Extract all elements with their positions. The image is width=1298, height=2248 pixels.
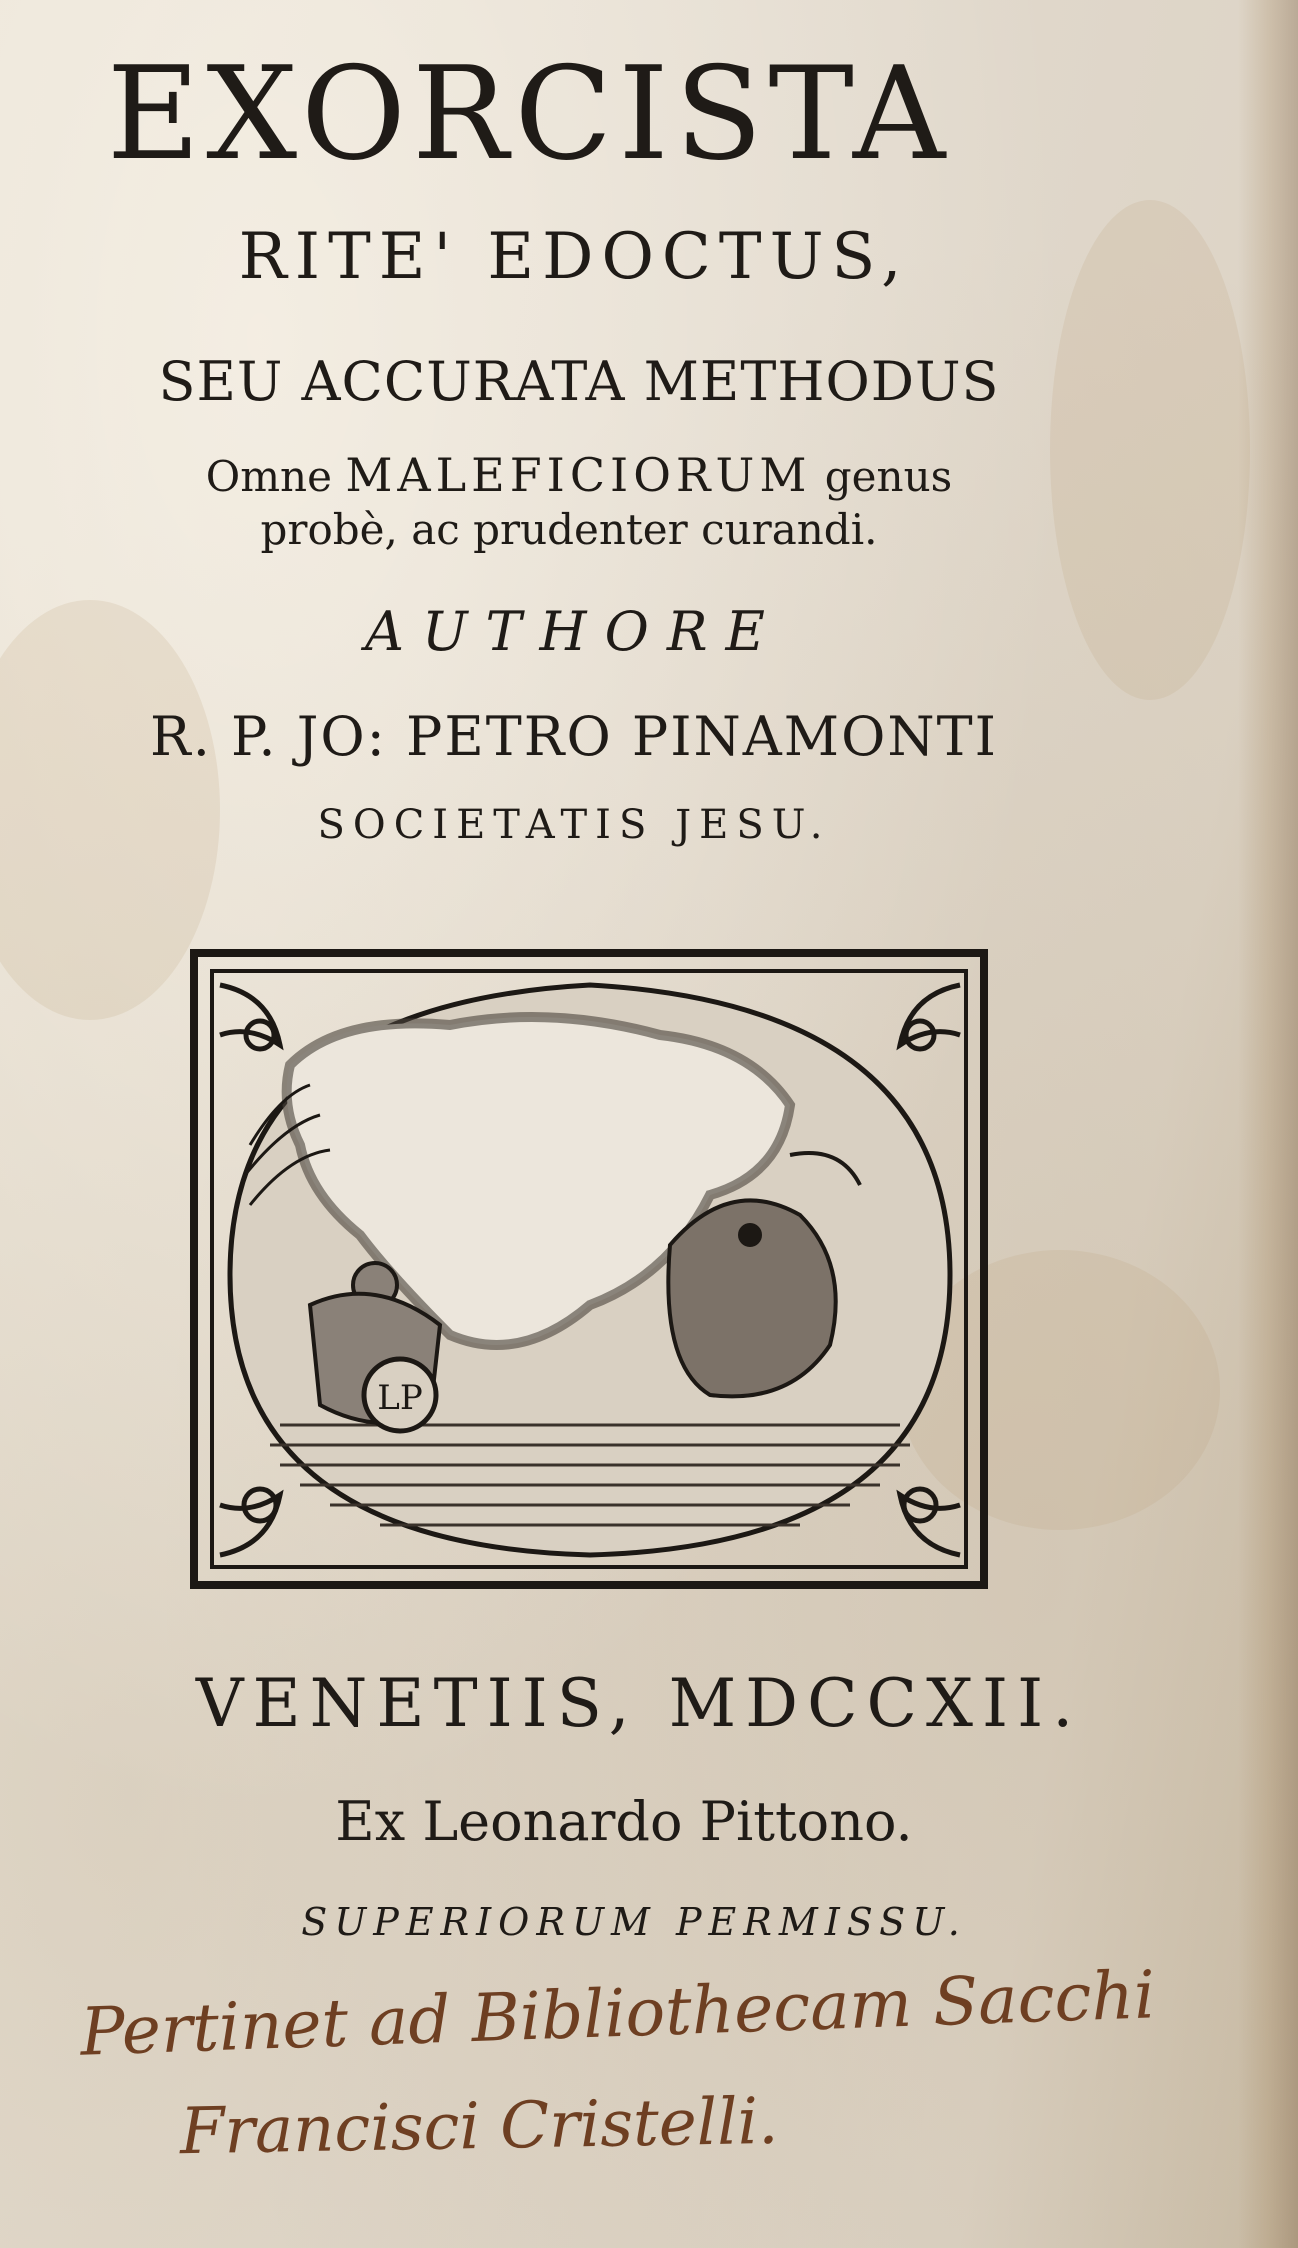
imprint-permission: SUPERIORUM PERMISSU. [301,1900,967,1944]
ownership-inscription-line-1: Pertinet ad Bibliothecam Sacchi [78,1956,1157,2071]
ownership-inscription-line-2: Francisci Cristelli. [179,2084,780,2170]
authore-label: AUTHORE [365,600,783,663]
society-name: SOCIETATIS JESU. [317,802,831,848]
subtitle-line-3-post: genus [824,452,953,501]
subtitle-line-1: RITE' EDOCTUS, [238,220,910,294]
imprint-printer: Ex Leonardo Pittono. [335,1790,913,1853]
subtitle-line-3 [0,448,1228,502]
subtitle-line-3-caps: MALEFICIORUM [345,448,812,502]
printer-device-woodcut [190,945,990,1595]
author-name: R. P. JO: PETRO PINAMONTI [150,705,998,768]
monogram-text: LP [377,1378,423,1418]
subtitle-line-3-pre: Omne [205,452,332,501]
subtitle-line-4: probè, ac prudenter curandi. [260,505,878,554]
book-title: EXORCISTA [106,40,952,189]
imprint-place-date: VENETIIS, MDCCXII. [195,1665,1083,1742]
subtitle-line-2: SEU ACCURATA METHODUS [158,350,1000,413]
